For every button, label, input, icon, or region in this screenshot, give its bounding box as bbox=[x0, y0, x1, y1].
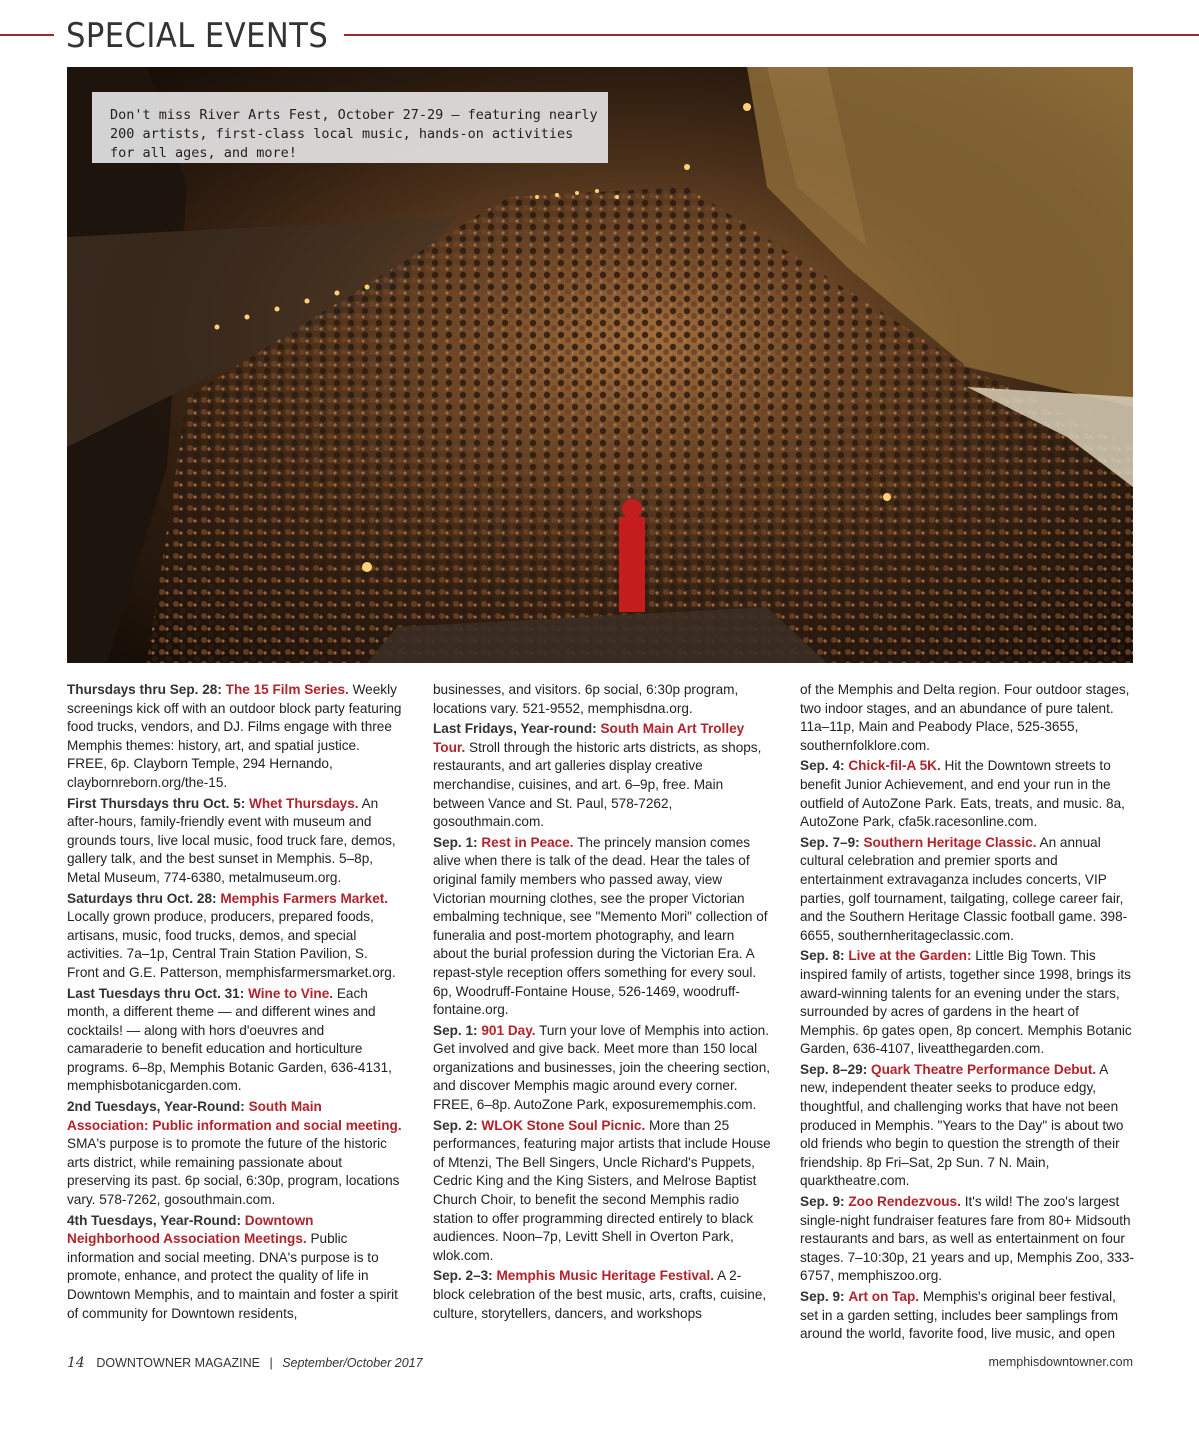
event-entry bbox=[800, 1061, 1135, 1191]
event-entry bbox=[433, 834, 771, 1020]
photo-caption-box bbox=[92, 92, 608, 163]
event-description: Each month, a different theme — and different wines and cocktails! — along with hors d'oeuvres and camaraderie to benefit education and horticulture programs. 6–8p, Memphis Botanic Garden, 636-4131, memphisbotanicgarden.com. bbox=[67, 985, 392, 1094]
event-description: of the Memphis and Delta region. Four outdoor stages, two indoor stages, and an abundance of pure talent. 11a–11p, Main and Peabody Place, 525-3655, southernfolklore.com. bbox=[800, 682, 1130, 753]
event-date: 4th Tuesdays, Year-Round: bbox=[67, 1212, 241, 1228]
event-entry bbox=[67, 1098, 403, 1210]
listing-column-3 bbox=[800, 681, 1135, 1346]
event-entry bbox=[433, 1117, 771, 1266]
event-name: Quark Theatre Performance Debut. bbox=[871, 1061, 1097, 1077]
photo-caption: Don't miss River Arts Fest, October 27-29 — featuring nearly 200 artists, first-class local music, hands-on activities for all ages, and more! bbox=[110, 107, 598, 161]
event-description: businesses, and visitors. 6p social, 6:30p program, locations vary. 521-9552, memphisdna.org. bbox=[433, 682, 739, 716]
event-name: Zoo Rendezvous. bbox=[848, 1194, 961, 1210]
event-entry bbox=[800, 834, 1135, 946]
event-date: Sep. 2–3: bbox=[433, 1268, 493, 1284]
event-date: Thursdays thru Sep. 28: bbox=[67, 682, 222, 697]
event-description: SMA's purpose is to promote the future of the historic arts district, while remaining passionate about preserving its past. 6p social, 6:30p, program, locations vary. 578-7262, gosouthmain.com. bbox=[67, 1136, 400, 1208]
event-entry bbox=[800, 681, 1135, 755]
event-name: Southern Heritage Classic. bbox=[863, 834, 1037, 850]
event-description: More than 25 performances, featuring major artists that include House of Mtenzi, The Bell Singers, Uncle Richard's Puppets, Cedric King and the King Sisters, and Melrose Baptist Church Choir, to benefit the second Memphis radio station to offer programming directed entirely to black audiences. Noon–7p, Levitt Shell in Overton Park, wlok.com. bbox=[433, 1117, 771, 1263]
event-date: Sep. 7–9: bbox=[800, 834, 860, 850]
listing-column-2 bbox=[433, 681, 771, 1325]
event-name: Memphis Music Heritage Festival. bbox=[496, 1268, 715, 1284]
event-date: Sep. 8: bbox=[800, 948, 845, 964]
listing-column-1 bbox=[67, 681, 403, 1325]
event-description: An after-hours, family-friendly event with museum and grounds tours, live local music, food truck fare, demos, gallery talk, and the best sunset in Memphis. 5–8p, Metal Museum, 774-6380, metalmuseum.org. bbox=[67, 795, 396, 885]
event-name: Memphis Farmers Market. bbox=[220, 890, 389, 906]
event-description: Public information and social meeting. DNA's purpose is to promote, enhance, and protect the quality of life in Downtown Memphis, and to maintain and foster a spirit of community for Downtown residents, bbox=[67, 1231, 398, 1321]
page-number: 14 bbox=[67, 1355, 85, 1371]
event-name: Live at the Garden: bbox=[848, 948, 972, 964]
event-date: Sep. 8–29: bbox=[800, 1061, 868, 1077]
event-description: Memphis's original beer festival, set in a garden setting, includes beer samplings from around the world, favorite food, live music, and open bbox=[800, 1289, 1119, 1342]
event-description: A new, independent theater seeks to produce edgy, thoughtful, and challenging works that have not been produced in Memphis. "Years to the Day" is about two old friends who begin to question the strength of their friendship. 8p Fri–Sat, 2p Sun. 7 N. Main, quarktheatre.com. bbox=[800, 1061, 1124, 1189]
event-entry bbox=[800, 947, 1135, 1059]
event-name: Chick-fil-A 5K. bbox=[848, 758, 941, 774]
page-header bbox=[0, 14, 1199, 60]
event-description: Weekly screenings kick off with an outdoor block party featuring food trucks, vendors, and DJ. Films engage with three Memphis themes: history, art, and spatial justice. FREE, 6p. Clayborn Temple, 294 Hernando, claybornreborn.org/the-15. bbox=[67, 682, 402, 790]
event-description: An annual cultural celebration and premier sports and entertainment extravaganza includes concerts, VIP parties, golf tournament, tailgating, college career fair, and the Southern Heritage Classic football game. 398-6655, southernheritageclassic.com. bbox=[800, 834, 1128, 943]
event-entry bbox=[67, 681, 403, 793]
event-description: Locally grown produce, producers, prepared foods, artisans, music, food trucks, demos, and special activities. 7a–1p, Central Train Station Pavilion, S. Front and G.E. Patterson, memphisfarmersmarket.org. bbox=[67, 909, 396, 980]
event-description: Stroll through the historic arts districts, as shops, restaurants, and art galleries display creative merchandise, cuisines, and art. 6–9p, free. Main between Vance and St. Paul, 578-7262, gosouthmain.com. bbox=[433, 739, 762, 830]
event-date: Last Tuesdays thru Oct. 31: bbox=[67, 985, 245, 1001]
page-footer bbox=[67, 1355, 1133, 1375]
event-name: Whet Thursdays. bbox=[249, 795, 359, 811]
event-name: WLOK Stone Soul Picnic. bbox=[481, 1117, 646, 1133]
event-name: Wine to Vine. bbox=[248, 985, 334, 1001]
footer-separator: | bbox=[269, 1356, 273, 1370]
event-name: The 15 Film Series. bbox=[225, 682, 349, 697]
event-date: Sep. 1: bbox=[433, 1022, 478, 1038]
event-name: Art on Tap. bbox=[848, 1289, 920, 1304]
event-entry bbox=[433, 681, 771, 718]
magazine-name: DOWNTOWNER MAGAZINE bbox=[96, 1356, 260, 1370]
event-date: Sep. 9: bbox=[800, 1289, 845, 1304]
event-date: Sep. 4: bbox=[800, 758, 845, 774]
website-url: memphisdowntowner.com bbox=[988, 1355, 1133, 1369]
event-description: Little Big Town. This inspired family of artists, together since 1998, brings its award-winning talents for an evening under the stars, surrounded by acres of gardens in the heart of Memphis. 6p gates open, 8p concert. Memphis Botanic Garden, 636-4107, liveatthegarden.com. bbox=[800, 948, 1132, 1057]
event-description: It's wild! The zoo's largest single-night fundraiser features fare from 80+ Midsouth restaurants and bars, as well as entertainment on four stages. 7–10:30p, 21 years and up, Memphis Zoo, 333-6757, memphiszoo.org. bbox=[800, 1194, 1135, 1284]
event-entry bbox=[800, 1193, 1135, 1286]
event-name: Downtown Neighborhood Association Meetings. bbox=[67, 1212, 314, 1247]
event-description: Turn your love of Memphis into action. Get involved and give back. Meet more than 150 local organizations and businesses, join the cheering section, and discover Memphis magic around every corner. FREE, 6–8p. AutoZone Park, exposurememphis.com. bbox=[433, 1022, 771, 1113]
festival-photo bbox=[67, 67, 1133, 663]
event-name: 901 Day. bbox=[481, 1022, 536, 1038]
event-entry bbox=[800, 757, 1135, 831]
event-entry bbox=[67, 890, 403, 983]
event-entry bbox=[800, 1288, 1135, 1344]
event-description: Hit the Downtown streets to benefit Junior Achievement, and end your run in the outfield of AutoZone Park. Eats, treats, and music. 8a, AutoZone Park, cfa5k.racesonline.com. bbox=[800, 758, 1125, 830]
footer-left bbox=[67, 1355, 423, 1371]
event-description: A 2-block celebration of the best music, arts, crafts, cuisine, culture, storytellers, dancers, and workshops bbox=[433, 1268, 767, 1321]
event-description: The princely mansion comes alive when there is talk of the dead. Hear the tales of original family members who passed away, view Victorian mourning clothes, see the proper Victorian embalming technique, see "Memento Mori" collection of funeralia and post-mortem photography, and learn about the burial profession during the Victorian Era. A repast-style reception offers something for every soul. 6p, Woodruff-Fontaine House, 526-1469, woodruff-fontaine.org. bbox=[433, 834, 768, 1018]
event-date: 2nd Tuesdays, Year-Round: bbox=[67, 1099, 245, 1115]
event-name: South Main Association: Public information and social meeting. bbox=[67, 1099, 402, 1133]
event-name: South Main Art Trolley Tour. bbox=[433, 721, 745, 755]
event-entry bbox=[433, 720, 771, 832]
event-entry bbox=[433, 1267, 771, 1323]
issue-date: September/October 2017 bbox=[282, 1356, 423, 1370]
event-date: Sep. 9: bbox=[800, 1194, 845, 1210]
event-entry bbox=[67, 795, 403, 888]
event-entry bbox=[67, 985, 403, 1097]
event-entry bbox=[433, 1022, 771, 1115]
header-rule-right bbox=[344, 34, 1199, 36]
event-name: Rest in Peace. bbox=[481, 834, 574, 850]
event-date: Sep. 1: bbox=[433, 834, 478, 850]
event-entry bbox=[67, 1212, 403, 1324]
event-date: First Thursdays thru Oct. 5: bbox=[67, 795, 246, 811]
header-rule-left bbox=[0, 34, 54, 36]
event-listings bbox=[67, 681, 1135, 1381]
event-date: Sep. 2: bbox=[433, 1117, 478, 1133]
event-date: Saturdays thru Oct. 28: bbox=[67, 890, 217, 906]
page-title: SPECIAL EVENTS bbox=[66, 16, 329, 56]
event-date: Last Fridays, Year-round: bbox=[433, 721, 597, 737]
